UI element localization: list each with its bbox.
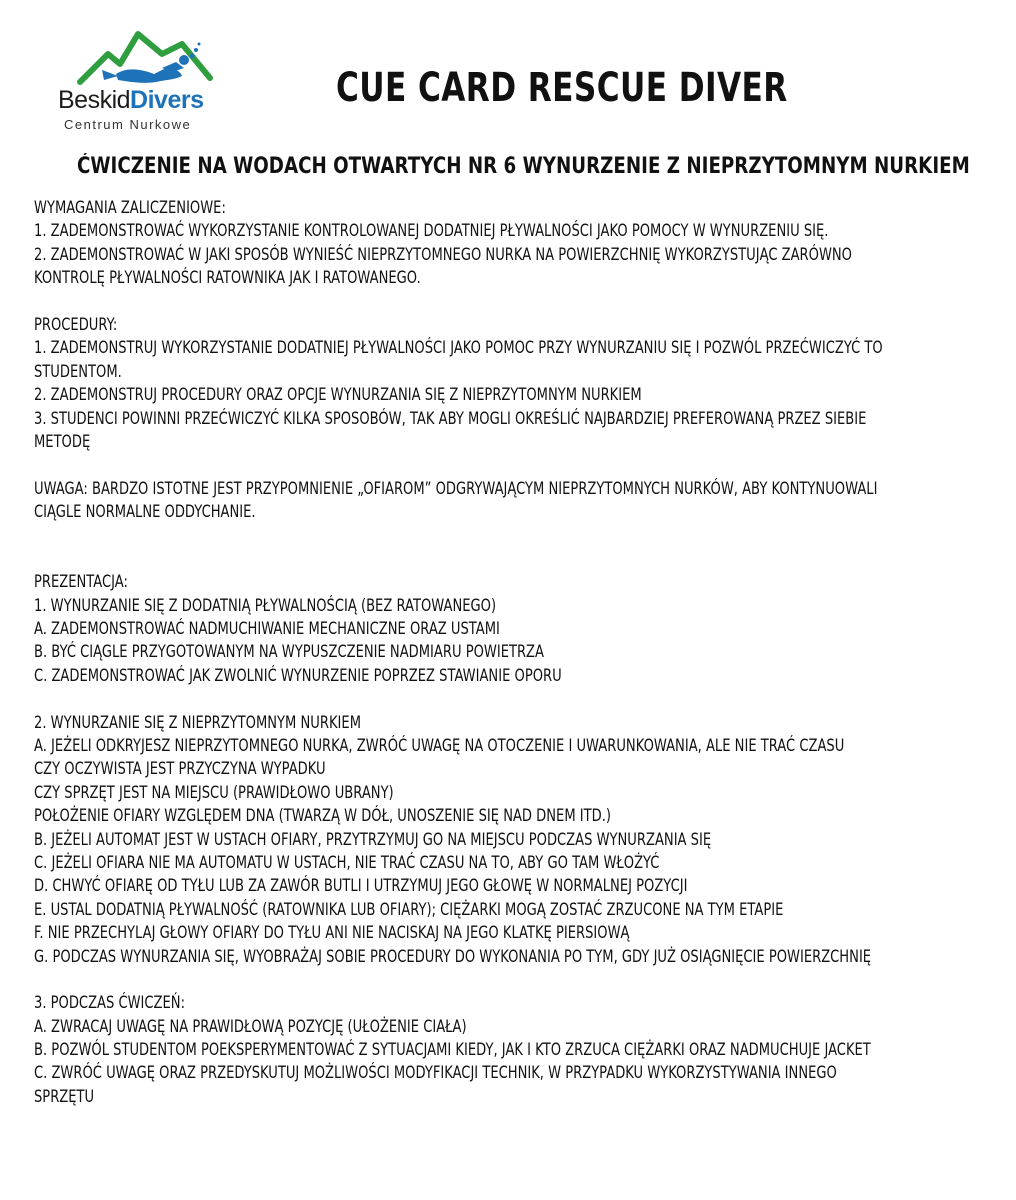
section-spacer (34, 524, 973, 547)
section-spacer (34, 454, 973, 477)
text-line: B. BYĆ CIĄGLE PRZYGOTOWANYM NA WYPUSZCZENIE NADMIARU POWIETRZA (34, 642, 544, 663)
text-line: G. PODCZAS WYNURZANIA SIĘ, WYOBRAŻAJ SOBIE PROCEDURY DO WYKONANIA PO TYM, GDY JUŻ OSIĄGNIĘCIE POWIERZCHNIĘ (34, 946, 872, 967)
text-line: 1. WYNURZANIE SIĘ Z DODATNIĄ PŁYWALNOŚCIĄ (BEZ RATOWANEGO) (34, 595, 497, 616)
section (34, 478, 973, 525)
text-line: PREZENTACJA: (34, 572, 128, 593)
text-line: E. USTAL DODATNIĄ PŁYWALNOŚĆ (RATOWNIKA LUB OFIARY); CIĘŻARKI MOGĄ ZOSTAĆ ZRZUCONE NA TYM ETAPIE (34, 899, 784, 920)
text-line: PROCEDURY: (34, 314, 118, 335)
text-line: CIĄGLE NORMALNE ODDYCHANIE. (34, 502, 256, 523)
text-line: KONTROLĘ PŁYWALNOŚCI RATOWNIKA JAK I RATOWANEGO. (34, 268, 421, 289)
section (34, 548, 973, 688)
text-line: F. NIE PRZECHYLAJ GŁOWY OFIARY DO TYŁU ANI NIE NACISKAJ NA JEGO KLATKĘ PIERSIOWĄ (34, 923, 630, 944)
section-spacer (34, 291, 973, 314)
text-line: C. JEŻELI OFIARA NIE MA AUTOMATU W USTACH, NIE TRAĆ CZASU NA TO, ABY GO TAM WŁOŻYĆ (34, 852, 660, 873)
text-line: 3. STUDENCI POWINNI PRZEĆWICZYĆ KILKA SPOSOBÓW, TAK ABY MOGLI OKREŚLIĆ NAJBARDZIEJ PREFEROWANĄ PRZEZ SIEBIE (34, 408, 867, 429)
text-line: B. JEŻELI AUTOMAT JEST W USTACH OFIARY, PRZYTRZYMUJ GO NA MIEJSCU PODCZAS WYNURZANIA SIĘ (34, 829, 712, 850)
section (34, 992, 973, 1109)
text-line: SPRZĘTU (34, 1086, 95, 1107)
text-line: UWAGA: BARDZO ISTOTNE JEST PRZYPOMNIENIE „OFIAROM” ODGRYWAJĄCYM NIEPRZYTOMNYCH NURKÓW, ABY KONTYNUOWALI (34, 478, 878, 499)
text-line: 2. ZADEMONSTRUJ PROCEDURY ORAZ OPCJE WYNURZANIA SIĘ Z NIEPRZYTOMNYM NURKIEM (34, 385, 642, 406)
text-line: A. JEŻELI ODKRYJESZ NIEPRZYTOMNEGO NURKA, ZWRÓĆ UWAGĘ NA OTOCZENIE I UWARUNKOWANIA, ALE NIE TRAĆ CZASU (34, 735, 845, 756)
text-line: POŁOŻENIE OFIARY WZGLĘDEM DNA (TWARZĄ W DÓŁ, UNOSZENIE SIĘ NAD DNEM ITD.) (34, 806, 611, 827)
text-line (34, 548, 973, 571)
text-line: A. ZWRACAJ UWAGĘ NA PRAWIDŁOWĄ POZYCJĘ (UŁOŻENIE CIAŁA) (34, 1016, 467, 1037)
text-line: 1. ZADEMONSTRUJ WYKORZYSTANIE DODATNIEJ PŁYWALNOŚCI JAKO POMOC PRZY WYNURZANIU SIĘ I POZWÓL PRZEĆWICZYĆ TO (34, 338, 883, 359)
text-line: CZY OCZYWISTA JEST PRZYCZYNA WYPADKU (34, 759, 326, 780)
text-line: 1. ZADEMONSTROWAĆ WYKORZYSTANIE KONTROLOWANEJ DODATNIEJ PŁYWALNOŚCI JAKO POMOCY W WYNURZENIU SIĘ. (34, 221, 829, 242)
page-subtitle: ĆWICZENIE NA WODACH OTWARTYCH NR 6 WYNURZENIE Z NIEPRZYTOMNYM NURKIEM (77, 154, 970, 179)
text-line: 2. ZADEMONSTROWAĆ W JAKI SPOSÓB WYNIEŚĆ NIEPRZYTOMNEGO NURKA NA POWIERZCHNIĘ WYKORZYSTUJĄC ZARÓWNO (34, 244, 852, 265)
text-line: STUDENTOM. (34, 361, 122, 382)
text-line: 3. PODCZAS ĆWICZEŃ: (34, 993, 185, 1014)
text-line: C. ZWRÓĆ UWAGĘ ORAZ PRZEDYSKUTUJ MOŻLIWOŚCI MODYFIKACJI TECHNIK, W PRZYPADKU WYKORZYSTYWANIA INNEGO (34, 1063, 837, 1084)
document-body (34, 197, 973, 1109)
text-line: CZY SPRZĘT JEST NA MIEJSCU (PRAWIDŁOWO UBRANY) (34, 782, 394, 803)
section-spacer (34, 688, 973, 711)
brand-name-part1: Beskid (58, 86, 131, 114)
text-line: WYMAGANIA ZALICZENIOWE: (34, 198, 226, 218)
brand-subtitle: Centrum Nurkowe (64, 117, 192, 132)
section (34, 314, 973, 454)
brand-name-part2: Divers (130, 86, 204, 114)
text-line: C. ZADEMONSTROWAĆ JAK ZWOLNIĆ WYNURZENIE POPRZEZ STAWIANIE OPORU (34, 665, 562, 686)
text-line: B. POZWÓL STUDENTOM POEKSPERYMENTOWAĆ Z SYTUACJAMI KIEDY, JAK I KTO ZRZUCA CIĘŻARKI ORAZ NADMUCHUJE JACKET (34, 1040, 871, 1061)
text-line: A. ZADEMONSTROWAĆ NADMUCHIWANIE MECHANICZNE ORAZ USTAMI (34, 619, 500, 640)
section (34, 712, 973, 969)
text-line: 2. WYNURZANIE SIĘ Z NIEPRZYTOMNYM NURKIEM (34, 712, 361, 733)
page-title: CUE CARD RESCUE DIVER (336, 65, 788, 111)
brand-name (58, 88, 204, 113)
section-spacer (34, 969, 973, 992)
section (34, 197, 973, 291)
text-line: D. CHWYĆ OFIARĘ OD TYŁU LUB ZA ZAWÓR BUTLI I UTRZYMUJ JEGO GŁOWĘ W NORMALNEJ POZYCJI (34, 876, 688, 897)
text-line: METODĘ (34, 431, 91, 452)
